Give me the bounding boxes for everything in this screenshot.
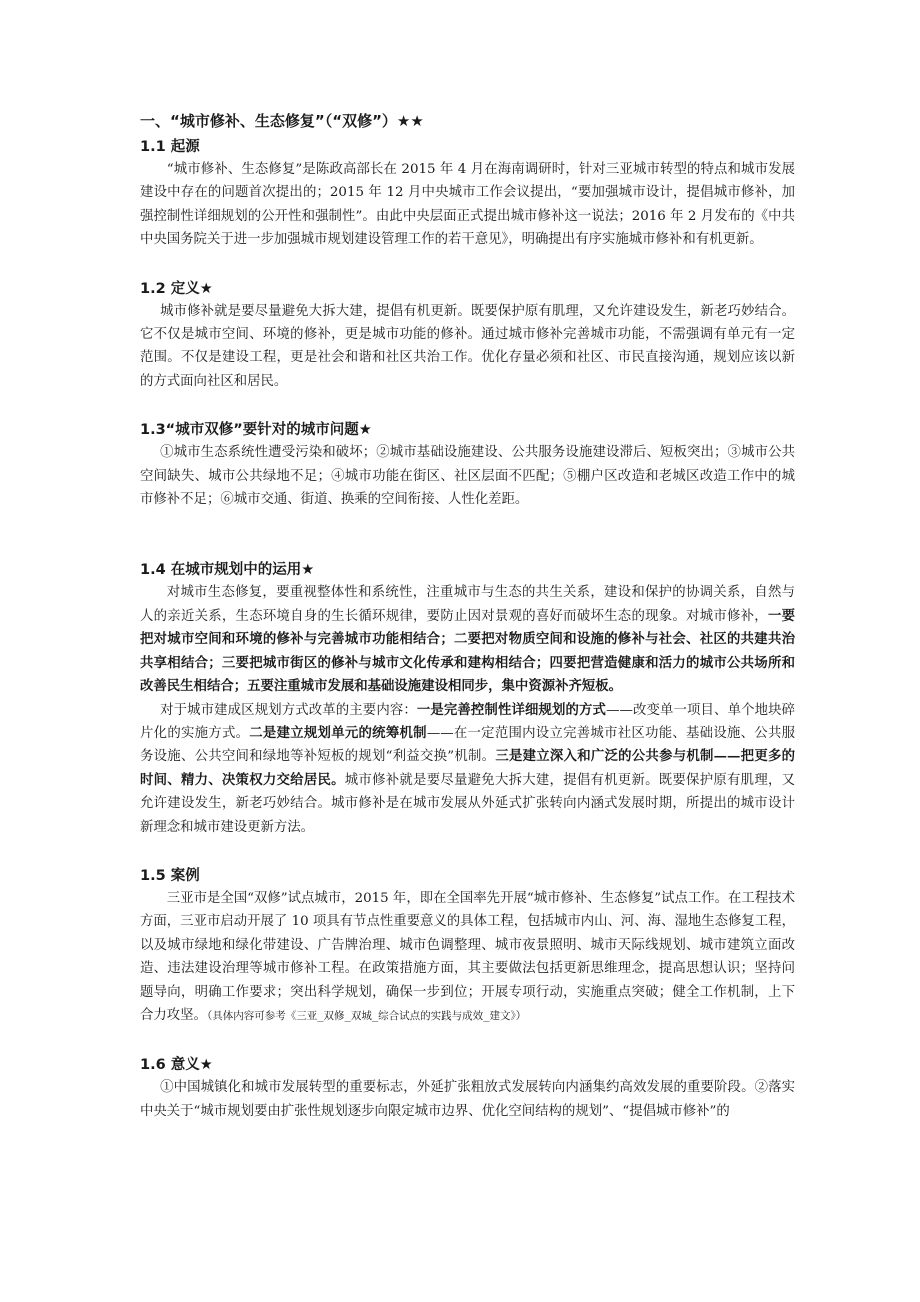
- document-title: 一、“城市修补、生态修复”（“双修”）★★: [140, 112, 424, 130]
- section-paragraph: “城市修补、生态修复”是陈政高部长在 2015 年 4 月在海南调研时，针对三亚城市转型的特点和城市发展建设中存在的问题首次提出的；2015 年 12 月中央城市工作会议提出，“要加强城市设计，提倡城市修补，加强控制性详细规划的公开性和强制性”。由此中央层面正式提出城市修补这一说法；2016 年 2 月发布的《中共中央国务院关于进一步加强城市规划建设管理工作的若干意见》，明确提出有序实施城市修补和有机更新。: [140, 162, 795, 248]
- section-significance: [140, 1054, 795, 1123]
- section-heading: 1.5 案例: [140, 867, 200, 884]
- section-origin: [140, 136, 795, 252]
- paragraph-bold-text: 二是建立规划单元的统筹机制: [249, 724, 427, 741]
- section-definition: [140, 278, 795, 394]
- paragraph-bold-text: 一要把对城市空间和环境的修补与完善城市功能相结合；二要把对物质空间和设施的修补与社会、社区的共建共治共享相结合；三要把城市街区的修补与城市文化传承和建构相结合；四要把营造健康和活力的城市公共场所和改善民生相结合；五要注重城市发展和基础设施建设相同步，集中资源补齐短板。: [140, 607, 796, 695]
- section-application: [140, 559, 795, 838]
- paragraph-text: 城市修补就是要尽量避免大拆大建，提倡有机更新。既要保护原有肌理，又允许建设发生，新老巧妙结合。城市修补是在城市发展从外延式扩张转向内涵式发展时期，所提出的城市设计新理念和城市建设更新方法。: [140, 772, 796, 835]
- section-paragraph: [140, 699, 795, 839]
- paragraph-bold-text: 三是建立深入和广泛的公共参与机制——把更多的时间、精力、决策权力交给居民。: [140, 748, 796, 788]
- section-paragraph: [140, 887, 795, 1028]
- paragraph-bold-text: 一是完善控制性详细规划的方式: [416, 701, 607, 718]
- section-paragraph: [140, 581, 795, 698]
- section-heading: 1.4 在城市规划中的运用★: [140, 562, 315, 579]
- section-paragraph: ①中国城镇化和城市发展转型的重要标志，外延扩张粗放式发展转向内涵集约高效发展的重要阶段。②落实中央关于“城市规划要由扩张性规划逐步向限定城市边界、优化空间结构的规划”、“提倡城市修补”的: [140, 1080, 795, 1119]
- paragraph-text: ——改变单一项目、单个地块碎片化的实施方式。: [140, 702, 796, 741]
- reference-note: （具体内容可参考《三亚_双修_双城_综合试点的实践与成效_建文》）: [206, 1009, 527, 1022]
- section-heading: 1.6 意义★: [140, 1057, 213, 1074]
- section-case: [140, 865, 795, 1028]
- section-paragraph: 城市修补就是要尽量避免大拆大建，提倡有机更新。既要保护原有肌理，又允许建设发生，新老巧妙结合。它不仅是城市空间、环境的修补，更是城市功能的修补。通过城市修补完善城市功能，不需强调有单元有一定范围。不仅是建设工程，更是社会和谐和社区共治工作。优化存量必须和社区、市民直接沟通，规划应该以新的方式面向社区和居民。: [140, 303, 795, 389]
- section-heading: 1.3“城市双修”要针对的城市问题★: [140, 422, 372, 439]
- paragraph-text: 对城市生态修复，要重视整体性和系统性，注重城市与生态的共生关系，建设和保护的协调关系，自然与人的亲近关系，生态环境自身的生长循环规律，要防止因对景观的喜好而破坏生态的现象。对城市修补，: [140, 585, 795, 624]
- section-heading: 1.1 起源: [140, 139, 200, 155]
- paragraph-text: ——在一定范围内设立完善城市社区功能、基础设施、公共服务设施、公共空间和绿地等补短板的规划“利益交换”机制。: [140, 725, 796, 765]
- section-paragraph: ①城市生态系统性遭受污染和破坏；②城市基础设施建设、公共服务设施建设滞后、短板突出；③城市公共空间缺失、城市公共绿地不足；④城市功能在街区、社区层面不匹配；⑤棚户区改造和老城区改造工作中的城市修补不足；⑥城市交通、街道、换乘的空间衔接、人性化差距。: [140, 445, 795, 508]
- paragraph-text: 对于城市建成区规划方式改革的主要内容：: [160, 702, 417, 718]
- section-problems: [140, 419, 795, 511]
- document-page: [140, 110, 795, 1141]
- paragraph-text: 三亚市是全国“双修”试点城市，2015 年，即在全国率先开展“城市修补、生态修复”试点工作。在工程技术方面，三亚市启动开展了 10 项具有节点性重要意义的具体工程，包括城市内山、河、海、湿地生态修复工程，以及城市绿地和绿化带建设、广告牌治理、城市色调整理、城市夜景照明、城市天际线规划、城市建筑立面改造、违法建设治理等城市修补工程。在政策措施方面，其主要做法包括更新思维理念，提高思想认识；坚持问题导向，明确工作要求；突出科学规划，确保一步到位；开展专项行动，实施重点突破；健全工作机制，上下合力攻坚。: [140, 890, 795, 1023]
- section-heading: 1.2 定义★: [140, 280, 213, 297]
